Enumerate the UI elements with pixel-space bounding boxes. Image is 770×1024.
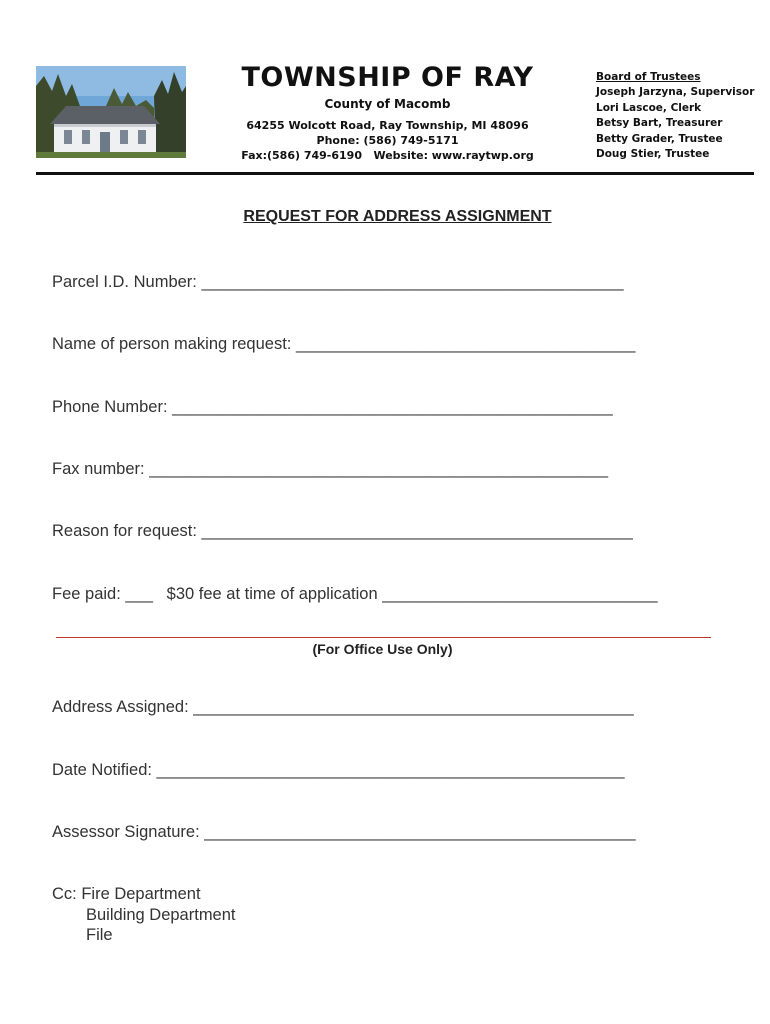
date-notified-field[interactable]: Date Notified: ___________________________________________________ — [52, 761, 625, 779]
board-member: Betty Grader, Trustee — [596, 132, 723, 145]
township-address: 64255 Wolcott Road, Ray Township, MI 48096 — [246, 119, 529, 132]
board-member: Doug Stier, Trustee — [596, 148, 710, 161]
header-divider — [36, 172, 754, 175]
township-header — [215, 60, 560, 163]
office-use-divider — [56, 637, 711, 638]
county-name: County of Macomb — [324, 97, 451, 111]
township-phone: Phone: (586) 749-5171 — [316, 134, 459, 147]
cc-item: Building Department — [86, 905, 236, 924]
township-hall-image — [36, 66, 186, 158]
cc-item: File — [86, 926, 113, 944]
township-title: TOWNSHIP OF RAY — [241, 62, 534, 93]
phone-number-field[interactable]: Phone Number: ________________________________________________ — [52, 398, 613, 416]
board-of-trustees — [596, 70, 766, 162]
board-title: Board of Trustees — [596, 71, 701, 83]
cc-list — [52, 884, 236, 946]
township-fax-website: Fax:(586) 749-6190 Website: www.raytwp.org — [241, 149, 534, 162]
address-assigned-field[interactable]: Address Assigned: ________________________________________________ — [52, 698, 634, 716]
reason-field[interactable]: Reason for request: _______________________________________________ — [52, 522, 633, 540]
requester-name-field[interactable]: Name of person making request: _____________________________________ — [52, 335, 636, 353]
parcel-id-field[interactable]: Parcel I.D. Number: ______________________________________________ — [52, 273, 624, 291]
board-member: Betsy Bart, Treasurer — [596, 117, 723, 130]
form-title: REQUEST FOR ADDRESS ASSIGNMENT — [243, 208, 552, 225]
board-member: Lori Lascoe, Clerk — [596, 101, 702, 114]
fax-number-field[interactable]: Fax number: __________________________________________________ — [52, 460, 609, 478]
office-use-label: (For Office Use Only) — [312, 641, 453, 657]
township-hall-photo — [36, 66, 186, 158]
board-member: Joseph Jarzyna, Supervisor — [596, 86, 755, 99]
assessor-signature-field[interactable]: Assessor Signature: _______________________________________________ — [52, 823, 636, 841]
cc-item: Cc: Fire Department — [52, 885, 201, 903]
fee-paid-field[interactable]: Fee paid: ___ $30 fee at time of application ______________________________ — [52, 585, 658, 603]
